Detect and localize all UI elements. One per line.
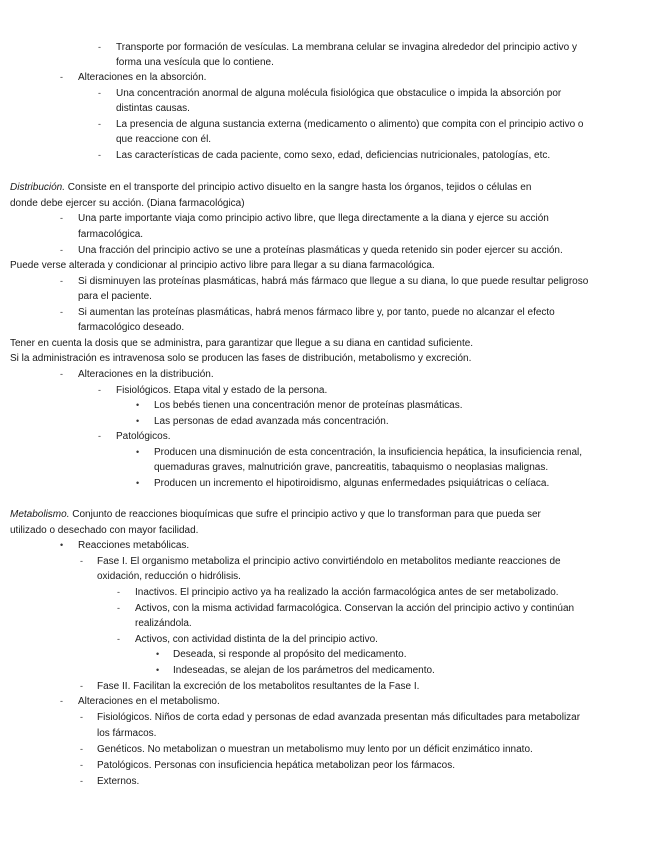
line-text: farmacológico deseado. [78,322,185,333]
bullet-marker: - [117,634,120,644]
bullet-marker: - [80,744,83,754]
section-heading-distribucion: Distribución. [10,182,66,193]
line-text: Una fracción del principio activo se une a proteínas plasmáticas y queda retenido sin poder ejercer su acción. [78,245,563,256]
line-text: Alteraciones en la absorción. [78,72,207,83]
bullet-marker: - [98,150,101,160]
line-text: Fase II. Facilitan la excreción de los metabolitos resultantes de la Fase I. [97,681,420,692]
line-text: Los bebés tienen una concentración menor de proteínas plasmáticas. [154,400,463,411]
line-text: Alteraciones en el metabolismo. [78,696,220,707]
bullet-marker: - [60,245,63,255]
line-text: forma una vesícula que lo contiene. [116,57,274,68]
line-text: Puede verse alterada y condicionar al principio activo libre para llegar a su diana farmacológica. [10,260,435,271]
line-text: Fisiológicos. Etapa vital y estado de la persona. [116,385,328,396]
bullet-marker: - [80,556,83,566]
line-text: farmacológica. [78,229,144,240]
bullet-marker: - [60,307,63,317]
bullet-marker: • [156,649,160,659]
line-text: para el paciente. [78,291,152,302]
bullet-marker: - [117,587,120,597]
line-text: Externos. [97,776,140,787]
bullet-marker: - [60,72,63,82]
line-text: La presencia de alguna sustancia externa (medicamento o alimento) que compita con el principio activo o [116,119,584,130]
line-text: los fármacos. [97,728,157,739]
bullet-marker: - [80,760,83,770]
line-text: utilizado o desechado con mayor facilidad. [10,525,199,536]
line-text: Indeseadas, se alejan de los parámetros del medicamento. [173,665,435,676]
line-text: Fisiológicos. Niños de corta edad y personas de edad avanzada presentan más dificultades para metabolizar [97,712,581,723]
line-text: Tener en cuenta la dosis que se administra, para garantizar que llegue a su diana en cantidad suficiente. [10,338,474,349]
line-text: Activos, con actividad distinta de la del principio activo. [135,634,378,645]
line-text: que reaccione con él. [116,134,212,145]
line-text: Alteraciones en la distribución. [78,369,214,380]
bullet-marker: • [60,540,64,550]
bullet-marker: • [136,416,140,426]
line-text: Producen un incremento el hipotiroidismo, algunas enfermedades psiquiátricas o celíaca. [154,478,550,489]
line-text: Deseada, si responde al propósito del medicamento. [173,649,407,660]
bullet-marker: - [60,213,63,223]
line-text: Si la administración es intravenosa solo se producen las fases de distribución, metabolismo y excreción. [10,353,472,364]
line-text: donde debe ejercer su acción. (Diana farmacológica) [10,198,245,209]
bullet-marker: • [136,447,140,457]
line-text: Activos, con la misma actividad farmacológica. Conservan la acción del principio activo y continúan [135,603,575,614]
bullet-marker: • [136,400,140,410]
bullet-marker: - [117,603,120,613]
bullet-marker: - [98,42,101,52]
bullet-marker: - [98,88,101,98]
line-text: realizándola. [135,618,192,629]
line-text: Si disminuyen las proteínas plasmáticas, habrá más fármaco que llegue a su diana, lo que puede resultar peligroso [78,276,589,287]
line-text: Inactivos. El principio activo ya ha realizado la acción farmacológica antes de ser metabolizado. [135,587,559,598]
bullet-marker: - [80,681,83,691]
bullet-marker: - [60,696,63,706]
line-text: Transporte por formación de vesículas. La membrana celular se invagina alrededor del principio activo y [116,42,577,53]
bullet-marker: - [60,369,63,379]
line-text: Las características de cada paciente, como sexo, edad, deficiencias nutricionales, patologías, etc. [116,150,551,161]
bullet-marker: - [60,276,63,286]
line-text: distintas causas. [116,103,190,114]
line-text: Fase I. El organismo metaboliza el principio activo convirtiéndolo en metabolitos mediante reacciones de [97,556,561,567]
bullet-marker: - [80,776,83,786]
line-text: Patológicos. Personas con insuficiencia hepática metabolizan peor los fármacos. [97,760,455,771]
bullet-marker: - [98,431,101,441]
line-text: Patológicos. [116,431,171,442]
line-text: Genéticos. No metabolizan o muestran un metabolismo muy lento por un déficit enzimático innato. [97,744,533,755]
bullet-marker: - [80,712,83,722]
line-text: oxidación, reducción o hidrólisis. [97,571,241,582]
line-text: Una parte importante viaja como principio activo libre, que llega directamente a la diana y ejerce su acción [78,213,549,224]
line-text: Producen una disminución de esta concentración, la insuficiencia hepática, la insuficiencia renal, [154,447,583,458]
line-text: Una concentración anormal de alguna molécula fisiológica que obstaculice o impida la absorción por [116,88,562,99]
line-text: Si aumentan las proteínas plasmáticas, habrá menos fármaco libre y, por tanto, puede no alcanzar el efecto [78,307,555,318]
line-text: Consiste en el transporte del principio activo disuelto en la sangre hasta los órganos, tejidos o células en [65,182,532,193]
bullet-marker: • [136,478,140,488]
line-text: Reacciones metabólicas. [78,540,190,551]
line-text: quemaduras graves, malnutrición grave, pancreatitis, tabaquismo o neoplasias malignas. [154,462,549,473]
section-heading-metabolismo: Metabolismo. [10,509,70,520]
bullet-marker: • [156,665,160,675]
line-text: Las personas de edad avanzada más concentración. [154,416,389,427]
line-text: Conjunto de reacciones bioquímicas que sufre el principio activo y que lo transforman para que pueda ser [69,509,541,520]
bullet-marker: - [98,119,101,129]
bullet-marker: - [98,385,101,395]
